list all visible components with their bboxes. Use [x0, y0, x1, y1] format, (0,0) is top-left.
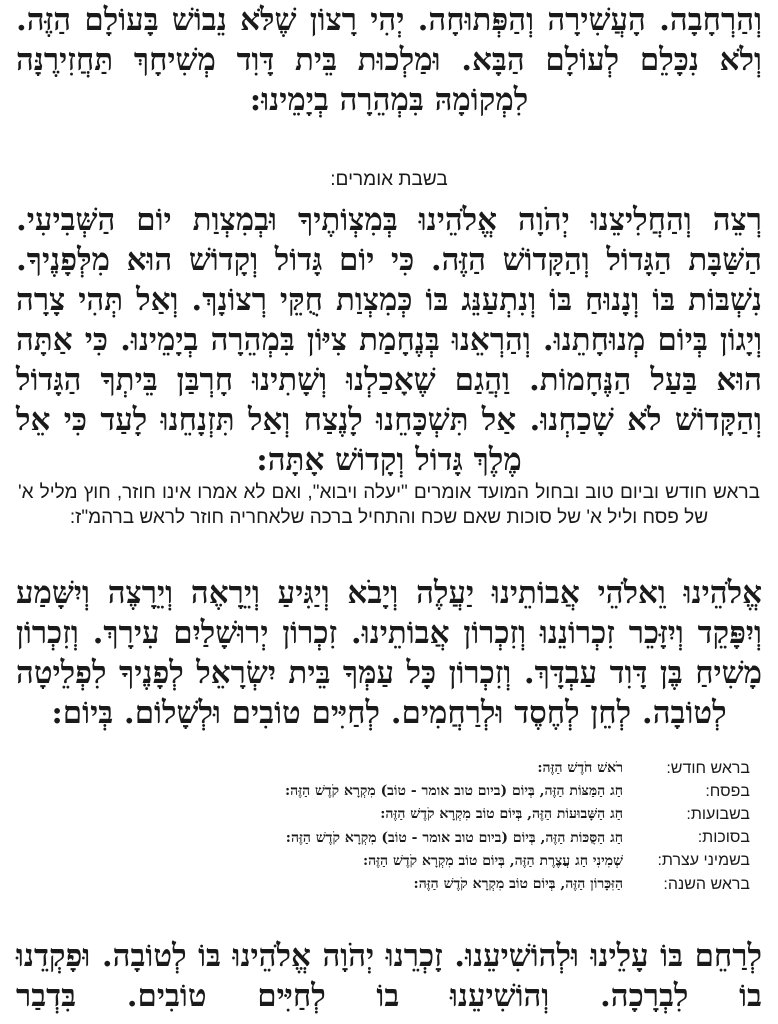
holiday-row — [60, 850, 750, 873]
prayer-paragraph-retzeh: רְצֵה וְהַחֲלִיצֵנוּ יְהֹוָה אֱלֹהֵינוּ בְּמִצְוֹתֶיךָ וּבְמִצְוַת יוֹם הַשְּׁבִיעִי. הַשַּׁבָּת הַגָּדוֹל וְהַקָּדוֹשׁ הַזֶּה. כִּי יוֹם גָּדוֹל וְקָדוֹשׁ הוּא מִלְּפָנֶיךָ. נִשְׁבּוֹת בּוֹ וְנָנוּחַ בּוֹ וְנִתְעַנֵּג בּוֹ כְּמִצְוַת חֻקֵּי רְצוֹנָךְ. וְאַל תְּהִי צָרָה וְיָגוֹן בְּיוֹם מְנוּחָתֵנוּ. וְהַרְאֵנוּ בְּנֶחָמַת צִיּוֹן בִּמְהֵרָה בְיָמֵינוּ. כִּי אַתָּה הוּא בַּעַל הַנֶּחָמוֹת. וַהֲגַם שֶׁאָכַלְנוּ וְשָׁתִינוּ חָרְבַּן בֵּיתְךָ הַגָּדוֹל וְהַקָּדוֹשׁ לֹא שָׁכַחְנוּ. אַל תִּשְׁכָּחֵנוּ לָנֶצַח וְאַל תִּזְנָחֵנוּ לָעַד כִּי אֵל מֶלֶךְ גָּדוֹל וְקָדוֹשׁ אָתָּה: — [16, 202, 762, 478]
shabbat-heading: בשבת אומרים: — [330, 169, 448, 190]
holiday-row — [60, 873, 750, 896]
holiday-label: בשבועות: — [686, 805, 750, 823]
prayer-paragraph-closing: וְהַרְחָבָה. הָעֲשִׁירָה וְהַפְּתוּחָה. יְהִי רָצוֹן שֶׁלֹּא נֵבוֹשׁ בָּעוֹלָם הַזֶּה. וְלֹא נִכָּלֵם לְעוֹלָם הַבָּא. וּמַלְכוּת בֵּית דָּוִד מְשִׁיחָךְ תַּחֲזִירֶנָּה לִמְקוֹמָהּ בִּמְהֵרָה בְיָמֵינוּ: — [16, 2, 762, 118]
holiday-text: חַג הַמַּצּוֹת הַזֶּה, בְּיוֹם (ביום טוב אומר - טוֹב) מִקְרָא קֹדֶשׁ הַזֶּה: — [284, 783, 623, 800]
holiday-text: הַזִּכָּרוֹן הַזֶּה, בְּיוֹם טוֹב מִקְרָא קֹדֶשׁ הַזֶּה: — [413, 876, 623, 893]
holiday-label: בשמיני עצרת: — [657, 852, 750, 870]
holiday-label: בסוכות: — [697, 829, 750, 847]
holiday-label: בראש השנה: — [663, 875, 750, 893]
holiday-row — [60, 757, 750, 780]
holiday-text: חַג הַשָּׁבוּעוֹת הַזֶּה, בְּיוֹם טוֹב מִקְרָא קֹדֶשׁ הַזֶּה: — [380, 806, 623, 823]
holiday-text: חַג הַסֻּכּוֹת הַזֶּה, בְּיוֹם (ביום טוב אומר - טוֹב) מִקְרָא קֹדֶשׁ הַזֶּה: — [285, 829, 623, 846]
holiday-row — [60, 780, 750, 803]
holiday-label: בראש חודש: — [666, 759, 750, 777]
holiday-row — [60, 803, 750, 826]
holiday-text: רֹאשׁ חֹדֶשׁ הַזֶּה: — [537, 760, 623, 777]
holiday-label: בפסח: — [705, 782, 750, 800]
prayer-paragraph-lerachem: לְרַחֵם בּוֹ עָלֵינוּ וּלְהוֹשִׁיעֵנוּ. זָכְרֵנוּ יְהֹוָה אֱלֹהֵינוּ בּוֹ לְטוֹבָה. וּפָקְדֵנוּ בוֹ לִבְרָכָה. וְהוֹשִׁיעֵנוּ בוֹ לְחַיִּים טוֹבִים. בִּדְבַר — [16, 938, 762, 1014]
holiday-insert-table — [60, 757, 750, 896]
instructions-yaaleh-veyavo: בראש חודש וביום טוב ובחול המועד אומרים "יעלה ויבוא", ואם לא אמרו אינו חוזר, חוץ מליל א' של פסח וליל א' של סוכות שאם שכח והתחיל ברכה שלאחריה חוזר לראש ברהמ"ז: — [18, 482, 760, 528]
holiday-row — [60, 827, 750, 850]
holiday-text: שְׁמִינִי חַג עֲצֶרֶת הַזֶּה, בְּיוֹם טוֹב מִקְרָא קֹדֶשׁ הַזֶּה: — [362, 852, 623, 869]
prayer-paragraph-yaaleh: אֱלֹהֵינוּ וֵאלֹהֵי אֲבוֹתֵינוּ יַעֲלֶה וְיָבֹא וְיַגִּיעַ וְיֵרָאֶה וְיֵרָצֶה וְיִשָּׁמַע וְיִפָּקֵד וְיִזָּכֵר זִכְרוֹנֵנוּ וְזִכְרוֹן אֲבוֹתֵינוּ. זִכְרוֹן יְרוּשָׁלַיִם עִירָךְ. וְזִכְרוֹן מָשִׁיחַ בֶּן דָּוִד עַבְדָּךְ. וְזִכְרוֹן כָּל עַמְּךָ בֵּית יִשְׂרָאֵל לְפָנֶיךָ לִפְלֵיטָה לְטוֹבָה. לְחֵן לְחֶסֶד וּלְרַחֲמִים. לְחַיִּים טוֹבִים וּלְשָׁלוֹם. בְּיוֹם: — [16, 575, 762, 731]
